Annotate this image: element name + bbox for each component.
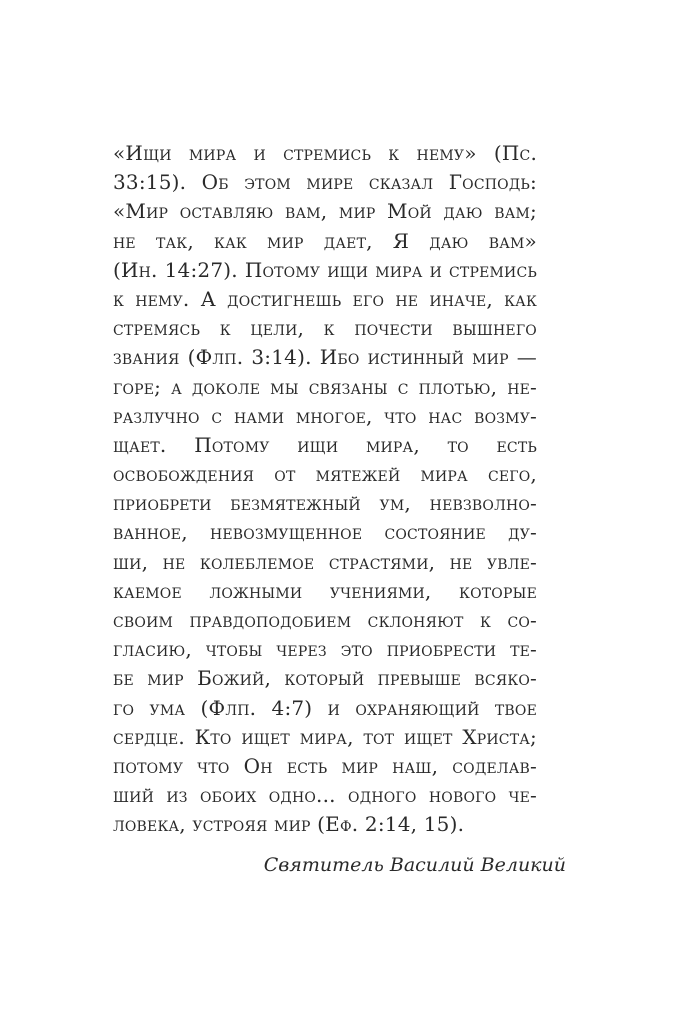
text-line: разлучно с нами многое, что нас возму-: [113, 403, 537, 428]
text-line: к нему. А достигнешь его не иначе, как: [113, 286, 537, 311]
text-line: потому что Он есть мир наш, соделав-: [113, 753, 537, 778]
text-line: (Ин. 14:27). Потому ищи мира и стремись: [113, 257, 537, 282]
text-line: го ума (Флп. 4:7) и охраняющий твое: [113, 695, 537, 720]
text-line: «Ищи мира и стремись к нему» (Пс.: [113, 141, 537, 165]
text-line: «Мир оставляю вам, мир Мой даю вам;: [113, 199, 537, 224]
text-line: не так, как мир дает, Я даю вам»: [113, 228, 537, 253]
text-line: гласию, чтобы через это приобрести те-: [113, 637, 537, 662]
body-text: [113, 139, 537, 840]
author-signature: Святитель Василий Великий: [263, 854, 566, 876]
text-line: ши, не колеблемое страстями, не увле-: [113, 549, 537, 574]
text-line: стремясь к цели, к почести вышнего: [113, 316, 537, 341]
text-line: бе мир Божий, который превыше всяко-: [113, 666, 537, 691]
text-line: ший из обоих одно... одного нового че-: [113, 783, 537, 808]
text-line: звания (Флп. 3:14). Ибо истинный мир —: [113, 345, 537, 370]
text-line: щает. Потому ищи мира, то есть: [113, 432, 537, 457]
text-line: сердце. Кто ищет мира, тот ищет Христа;: [113, 724, 537, 749]
text-line: своим правдоподобием склоняют к со-: [113, 608, 537, 632]
text-line: 33:15). Об этом мире сказал Господь:: [113, 170, 537, 195]
text-line: каемое ложными учениями, которые: [113, 578, 537, 603]
text-line: приобрети безмятежный ум, невзволно-: [113, 491, 537, 516]
text-line: горе; а доколе мы связаны с плотью, не-: [113, 374, 537, 399]
text-line: освобождения от мятежей мира сего,: [113, 462, 537, 487]
text-line: ловека, устрояя мир (Еф. 2:14, 15).: [113, 812, 465, 837]
text-line: ванное, невозмущенное состояние ду-: [113, 520, 537, 545]
